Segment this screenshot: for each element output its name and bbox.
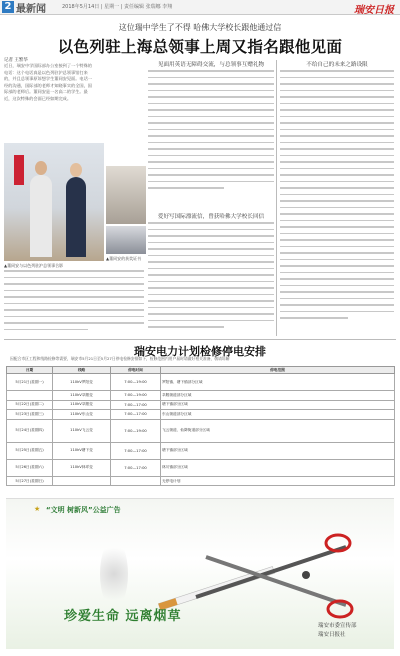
person-figure — [66, 177, 86, 257]
person-head — [70, 163, 82, 177]
cell-line — [53, 476, 111, 486]
article-headline: 以色列驻上海总领事上周又指名跟他见面 — [57, 38, 343, 56]
column-header: 线路 — [53, 367, 111, 374]
column2-heading: 见面用英语无障碍交流，与总领事互赠礼物 — [157, 62, 265, 68]
section-divider — [4, 339, 396, 340]
cell-date: 5月22日(星期二) — [7, 400, 53, 410]
column2-text-2 — [148, 222, 274, 336]
star-icon: ★ — [34, 505, 41, 513]
smoke-shape — [100, 539, 128, 609]
cell-time: 7:00—19:00 — [111, 419, 161, 442]
table-row — [7, 391, 395, 401]
cell-area: 东山街道部分区域 — [161, 410, 395, 420]
ad-sponsor-2: 瑞安日报社 — [318, 632, 346, 638]
cell-time: 7:00—17:00 — [111, 442, 161, 459]
cell-line: 110kV飞云变 — [53, 419, 111, 442]
cell-time: 7:00—17:00 — [111, 400, 161, 410]
main-photo-caption: ▲董同安与以色列驻沪总领事合影 — [4, 263, 64, 268]
cell-date: 5月27日(星期日) — [7, 476, 53, 486]
page-header — [0, 0, 400, 15]
newspaper-logo: 瑞安日报 — [354, 5, 394, 16]
cell-line: 110kV莘塍变 — [53, 391, 111, 401]
main-photo — [4, 143, 104, 261]
table-row — [7, 476, 395, 486]
ad-slogan: 珍爱生命 远离烟草 — [64, 609, 182, 624]
outage-title: 瑞安电力计划检修停电安排 — [134, 345, 266, 358]
cell-line: 110kV塘下变 — [53, 442, 111, 459]
outage-table — [6, 366, 395, 486]
section-name: 最新闻 — [16, 4, 46, 15]
byline: 记者 王繁华 — [4, 58, 28, 63]
outage-note: 因配合市区工程和线路检修等需要，瑞安市5月21日至5月27日停电检修安排如下，检修范围内用户届时请做好相关准备，敬请谅解 — [10, 356, 230, 361]
cell-date: 5月23日(星期三) — [7, 410, 53, 420]
table-row — [7, 419, 395, 442]
cell-date: 5月26日(星期六) — [7, 459, 53, 476]
cell-time: 7:00—19:00 — [111, 391, 161, 401]
column-header: 日期 — [7, 367, 53, 374]
column1-text — [4, 270, 144, 336]
cell-line: 110kV东山变 — [53, 410, 111, 420]
table-header-row — [7, 367, 395, 374]
ad-sponsor-1: 瑞安市委宣传部 — [318, 623, 357, 629]
table-row — [7, 374, 395, 391]
small-photo-1 — [106, 166, 146, 224]
article-kicker: 这位瑞中学生了不得 哈佛大学校长跟他通过信 — [118, 23, 282, 32]
cell-area: 飞云街道、仙降街道部分区域 — [161, 419, 395, 442]
cell-area: 林川镇部分区域 — [161, 459, 395, 476]
small-photo-2-caption: ▲董同安的获奖证书 — [106, 256, 142, 261]
column3-text — [280, 70, 394, 336]
public-service-ad — [6, 498, 394, 649]
cell-date: 5月25日(星期五) — [7, 442, 53, 459]
flag-shape — [14, 155, 24, 185]
cell-time — [111, 476, 161, 486]
cell-line: 110kV林垟变 — [53, 459, 111, 476]
column-header: 停电时间 — [111, 367, 161, 374]
ad-tag: “文明 树新风”公益广告 — [46, 506, 121, 514]
cell-area: 罗阳镇、塘下镇部分区域 — [161, 374, 395, 391]
cell-area: 莘塍街道部分区域 — [161, 391, 395, 401]
cell-time: 7:00—19:00 — [111, 374, 161, 391]
column3-heading: 不给自己的未来之路设限 — [306, 62, 368, 68]
table-row — [7, 410, 395, 420]
table-row — [7, 400, 395, 410]
column2-heading-2: 爱好写国际漂流信，曾获哈佛大学校长回信 — [157, 214, 265, 220]
article-lead: 近日，瑞安中学国际部办公室接到了一个特殊的电话：这个电话真是以色列驻沪总领事馆打来的，并且总领事原谅想学生董同安见面。电话一经的沟通，国际部的老师才知晓事实的全国，国际部的老师后。董同安是一名高二的学生。最近，这次特殊的会面已经如期完成。 — [4, 63, 92, 101]
person-head — [35, 161, 47, 175]
person-figure — [30, 175, 52, 257]
column-header: 停电范围 — [161, 367, 395, 374]
cell-area: 无停电计划 — [161, 476, 395, 486]
cell-area: 塘下镇部分区域 — [161, 442, 395, 459]
issue-meta: 2018年5月14日 | 星期一 | 责任编辑 张瑞娜 李翔 — [62, 4, 173, 10]
table-row — [7, 459, 395, 476]
cell-line: 110kV罗阳变 — [53, 374, 111, 391]
scissors-cigarette-icon — [156, 527, 356, 623]
cell-date: 5月24日(星期四) — [7, 419, 53, 442]
page-number: 2 — [2, 1, 14, 13]
cell-date: 5月21日(星期一) — [7, 374, 53, 391]
cell-time: 7:00—17:00 — [111, 459, 161, 476]
column-divider — [276, 60, 277, 336]
table-row — [7, 442, 395, 459]
column2-text — [148, 70, 274, 200]
cell-date — [7, 391, 53, 401]
cell-time: 7:00—17:00 — [111, 410, 161, 420]
cell-line: 110kV莘塍变 — [53, 400, 111, 410]
small-photo-2 — [106, 226, 146, 254]
cell-area: 塘下镇部分区域 — [161, 400, 395, 410]
